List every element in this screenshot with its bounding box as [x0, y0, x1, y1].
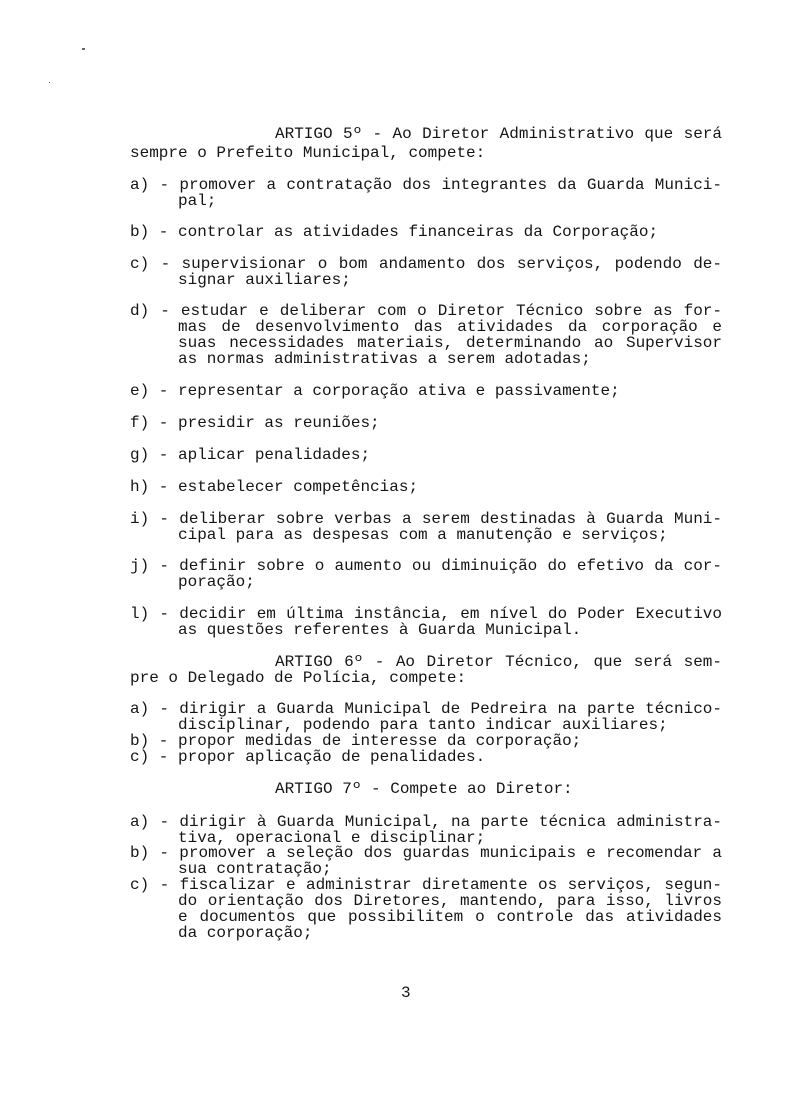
list-item: c) - supervisionar o bom andamento dos serviços, podendo de- — [130, 255, 722, 273]
list-item-cont: as normas administrativas a serem adotadas; — [178, 350, 591, 368]
list-item-cont: poração; — [178, 573, 255, 591]
article-5-heading: ARTIGO 5º - Ao Diretor Administrativo que será — [275, 125, 722, 143]
list-item-cont: tiva, operacional e disciplinar; — [178, 829, 486, 847]
article-7-heading: ARTIGO 7º - Compete ao Diretor: — [275, 780, 573, 798]
list-item-cont: cipal para as despesas com a manutenção e serviços; — [178, 526, 668, 544]
list-item: a) - dirigir à Guarda Municipal, na parte técnica administra- — [130, 813, 722, 831]
scan-speck — [49, 82, 50, 83]
list-item: g) - aplicar penalidades; — [130, 446, 371, 464]
article-6-heading: ARTIGO 6º - Ao Diretor Técnico, que será sem- — [275, 653, 722, 671]
list-item: l) - decidir em última instância, em nível do Poder Executivo — [130, 605, 722, 623]
list-item: c) - propor aplicação de penalidades. — [130, 748, 486, 766]
article-6-heading-cont: pre o Delegado de Polícia, compete: — [130, 669, 467, 687]
list-item: j) - definir sobre o aumento ou diminuição do efetivo da cor- — [130, 557, 722, 575]
list-item-cont: mas de desenvolvimento das atividades da corporação e — [178, 318, 722, 336]
list-item: b) - controlar as atividades financeiras da Corporação; — [130, 223, 659, 241]
list-item: b) - propor medidas de interesse da corporação; — [130, 732, 582, 750]
page-number: 3 — [401, 984, 411, 1002]
list-item-cont: e documentos que possibilitem o controle das atividades — [178, 908, 722, 926]
list-item: b) - promover a seleção dos guardas municipais e recomendar a — [130, 844, 722, 862]
list-item: d) - estudar e deliberar com o Diretor Técnico sobre as for- — [130, 302, 722, 320]
list-item: c) - fiscalizar e administrar diretamente os serviços, segun- — [130, 876, 722, 894]
list-item-cont: suas necessidades materiais, determinando ao Supervisor — [178, 334, 722, 352]
list-item: i) - deliberar sobre verbas a serem destinadas à Guarda Muni- — [130, 510, 722, 528]
list-item: a) - dirigir a Guarda Municipal de Pedreira na parte técnico- — [130, 700, 722, 718]
list-item-cont: pal; — [178, 192, 217, 210]
list-item-cont: disciplinar, podendo para tanto indicar auxiliares; — [178, 716, 668, 734]
list-item-cont: sua contratação; — [178, 860, 332, 878]
list-item: f) - presidir as reuniões; — [130, 414, 380, 432]
scan-speck — [82, 48, 85, 50]
list-item: h) - estabelecer competências; — [130, 478, 419, 496]
list-item-cont: as questões referentes à Guarda Municipal. — [178, 621, 582, 639]
list-item-cont: do orientação dos Diretores, mantendo, para isso, livros — [178, 892, 722, 910]
list-item: a) - promover a contratação dos integrantes da Guarda Munici- — [130, 176, 722, 194]
list-item-cont: signar auxiliares; — [178, 271, 351, 289]
article-5-heading-cont: sempre o Prefeito Municipal, compete: — [130, 144, 486, 162]
list-item-cont: da corporação; — [178, 924, 313, 942]
list-item: e) - representar a corporação ativa e passivamente; — [130, 382, 620, 400]
